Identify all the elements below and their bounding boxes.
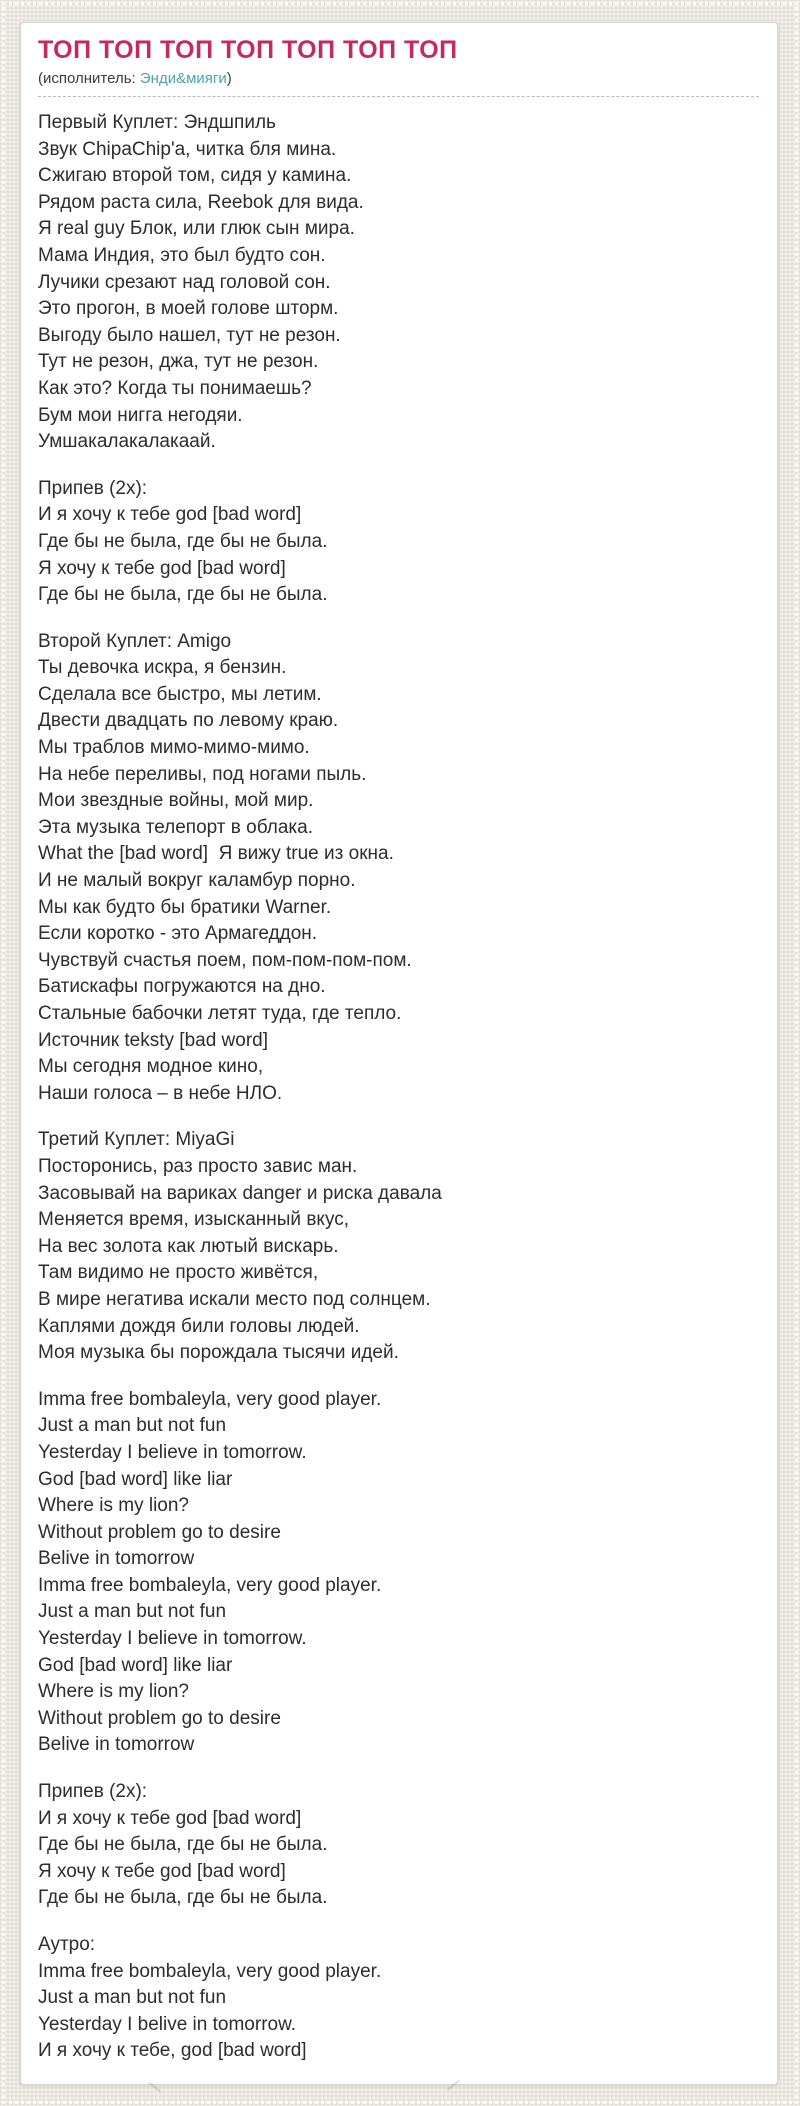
lyric-line: В мире негатива искали место под солнцем. [38, 1288, 431, 1310]
lyric-line: И я хочу к тебе god [bad word] [38, 1807, 302, 1829]
lyric-line: Yesterday I belive in tomorrow. [38, 2013, 297, 2035]
lyric-line: Мама Индия, это был будто сон. [38, 244, 326, 266]
artist-label-suffix: ) [226, 70, 232, 87]
lyric-line: Это прогон, в моей голове шторм. [38, 298, 339, 320]
lyric-line: И не малый вокруг каламбур порно. [38, 870, 356, 892]
lyric-line: Меняется время, изысканный вкус, [38, 1209, 350, 1231]
lyric-line: Yesterday I believe in tomorrow. [38, 1628, 307, 1650]
lyric-line: Сжигаю второй том, сидя у камина. [38, 165, 352, 187]
lyric-line: Лучики срезают над головой сон. [38, 271, 331, 293]
lyric-line: Где бы не была, где бы не была. [38, 1834, 328, 1856]
lyric-line: God [bad word] like liar [38, 1468, 233, 1490]
lyric-line: Just a man but not fun [38, 1415, 227, 1437]
lyric-line: What the [bad word] Я вижу true из окна. [38, 843, 394, 865]
lyric-line: Belive in tomorrow [38, 1734, 195, 1756]
lyric-line: Засовывай на вариках danger и риска давала [38, 1182, 442, 1204]
lyric-line: Там видимо не просто живётся, [38, 1262, 319, 1284]
lyric-line: Я хочу к тебе god [bad word] [38, 557, 286, 579]
lyric-line: Without problem go to desire [38, 1521, 281, 1543]
lyric-line: Мы как будто бы братики Warner. [38, 896, 332, 918]
lyric-line: Imma free bombaleyla, very good player. [38, 1574, 382, 1596]
lyric-line: Каплями дождя били головы людей. [38, 1315, 360, 1337]
lyric-line: Стальные бабочки летят туда, где тепло. [38, 1003, 402, 1024]
song-title: ТОП ТОП ТОП ТОП ТОП ТОП ТОП [38, 36, 458, 64]
lyric-line: Аутро: [38, 1934, 96, 1955]
lyric-line: Звук ChipaChip'а, читка бля мина. [38, 138, 337, 160]
lyric-line: Выгоду было нашел, тут не резон. [38, 324, 341, 346]
lyric-line: Где бы не была, где бы не была. [38, 530, 328, 552]
lyric-line: Двести двадцать по левому краю. [38, 710, 339, 732]
lyric-line: Belive in tomorrow [38, 1548, 195, 1570]
lyric-line: Где бы не была, где бы не была. [38, 1887, 328, 1909]
lyric-line: Imma free bombaleyla, very good player. [38, 1388, 382, 1410]
lyric-blank-line [38, 1367, 759, 1387]
lyric-line: Третий Куплет: MiyaGi [38, 1129, 235, 1151]
lyric-line: God [bad word] like liar [38, 1654, 233, 1676]
lyric-blank-line [38, 456, 759, 476]
lyric-line: Imma free bombaleyla, very good player. [38, 1960, 382, 1982]
lyric-line: Where is my lion? [38, 1681, 189, 1703]
lyric-line: Первый Куплет: Эндшпиль [38, 112, 276, 133]
lyric-line: Чувствуй счастья поем, пом-пом-пом-пом. [38, 949, 412, 971]
lyric-line: Бум мои нигга негодяи. [38, 404, 243, 426]
lyric-line: Наши голоса – в небе НЛО. [38, 1082, 283, 1104]
lyric-line: Где бы не была, где бы не была. [38, 584, 328, 606]
lyric-line: Батискафы погружаются на дно. [38, 976, 326, 998]
lyric-line: На небе переливы, под ногами пыль. [38, 763, 367, 785]
lyric-line: Where is my lion? [38, 1495, 189, 1517]
lyric-line: Ты девочка искра, я бензин. [38, 657, 287, 679]
lyric-blank-line [38, 609, 759, 629]
lyric-line: Yesterday I believe in tomorrow. [38, 1441, 307, 1463]
lyric-line: Мы сегодня модное кино, [38, 1056, 264, 1078]
artist-link[interactable]: Энди&мияги [139, 70, 227, 87]
lyric-blank-line [38, 1912, 759, 1932]
lyric-line: Источник teksty [bad word] [38, 1029, 269, 1051]
lyrics-text [38, 110, 759, 2065]
lyric-line: Припев (2x): [38, 477, 148, 499]
lyric-line: Второй Куплет: Amigo [38, 630, 232, 652]
lyric-line: И я хочу к тебе god [bad word] [38, 504, 302, 526]
lyric-line: Мы траблов мимо-мимо-мимо. [38, 737, 310, 759]
lyric-line: Мои звездные войны, мой мир. [38, 790, 314, 812]
lyric-line: Рядом раста сила, Reebok для вида. [38, 191, 364, 213]
lyric-line: Посторонись, раз просто завис ман. [38, 1155, 358, 1177]
lyric-line: На вес золота как лютый вискарь. [38, 1235, 339, 1257]
lyric-line: Я хочу к тебе god [bad word] [38, 1860, 286, 1882]
artist-label-prefix: (исполнитель: [38, 70, 140, 87]
lyric-line: Я real guy Блок, или глюк сын мира. [38, 218, 355, 240]
lyrics-card [20, 22, 778, 2085]
artist-line [38, 70, 759, 97]
lyric-line: Моя музыка бы порождала тысячи идей. [38, 1342, 399, 1364]
lyric-line: Припев (2x): [38, 1781, 148, 1803]
lyric-line: Without problem go to desire [38, 1707, 281, 1729]
lyric-line: Если коротко - это Армагеддон. [38, 923, 318, 945]
lyric-line: И я хочу к тебе, god [bad word] [38, 2040, 307, 2062]
lyric-line: Just a man but not fun [38, 1987, 227, 2009]
lyric-blank-line [38, 1759, 759, 1779]
lyric-line: Just a man but not fun [38, 1601, 227, 1623]
lyric-line: Сделала все быстро, мы летим. [38, 683, 322, 705]
lyric-line: Умшакалакалакаай. [38, 431, 216, 453]
lyric-line: Как это? Когда ты понимаешь? [38, 377, 312, 399]
lyric-line: Эта музыка телепорт в облака. [38, 816, 313, 838]
lyric-blank-line [38, 1107, 759, 1127]
lyric-line: Тут не резон, джа, тут не резон. [38, 351, 319, 373]
